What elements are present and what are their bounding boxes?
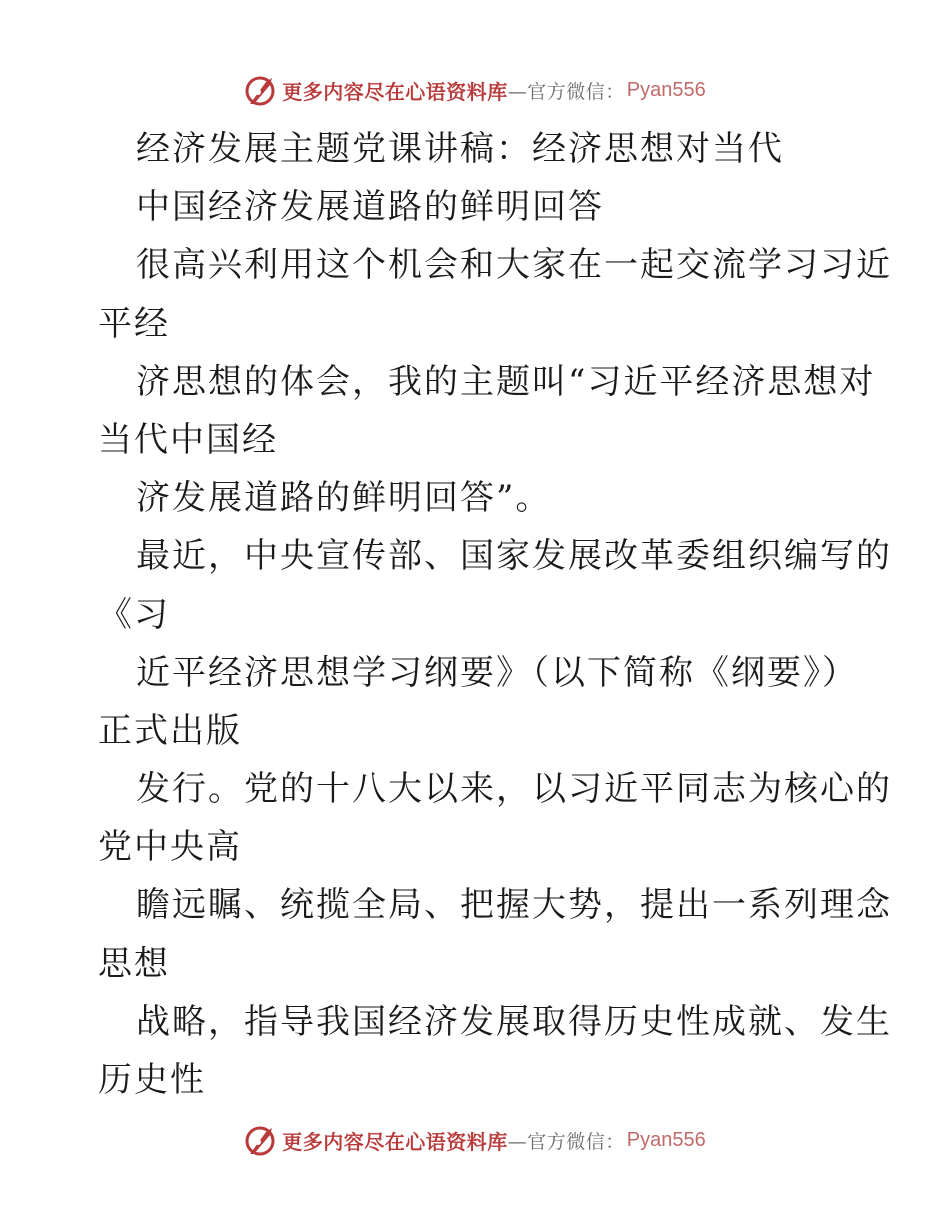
text-line: 历史性 xyxy=(98,1060,206,1100)
banner-main-text: 更多内容尽在心语资料库 xyxy=(282,1129,508,1154)
banner-handle-text: Pyan556 xyxy=(626,78,706,101)
pen-logo-icon xyxy=(244,1124,276,1156)
banner-handle-text: Pyan556 xyxy=(626,1128,706,1151)
pen-logo-icon xyxy=(244,74,276,106)
text-line: 《习 xyxy=(98,594,170,635)
text-line: 发行。党的十八大以来，以习近平同志为核心的 xyxy=(136,769,892,810)
banner-sub-text: —官方微信： xyxy=(507,1130,625,1153)
text-line: 思想 xyxy=(98,943,170,984)
footer-banner xyxy=(0,1120,950,1160)
text-line: 近平经济思想学习纲要》（以下简称《纲要》） xyxy=(136,652,858,693)
banner-main-text: 更多内容尽在心语资料库 xyxy=(282,79,508,104)
text-line: 中国经济发展道路的鲜明回答 xyxy=(136,187,604,228)
text-line: 最近，中央宣传部、国家发展改革委组织编写的 xyxy=(136,536,892,577)
text-line: 瞻远瞩、统揽全局、把握大势，提出一系列理念 xyxy=(136,885,892,926)
text-line: 平经 xyxy=(98,303,170,344)
text-line: 经济发展主题党课讲稿：经济思想对当代 xyxy=(136,129,784,169)
text-line: 党中央高 xyxy=(98,827,242,868)
text-line: 正式出版 xyxy=(98,710,242,751)
header-banner xyxy=(0,70,950,110)
text-line: 很高兴利用这个机会和大家在一起交流学习习近 xyxy=(136,245,892,286)
text-line: 战略，指导我国经济发展取得历史性成就、发生 xyxy=(136,1001,892,1042)
text-line: 济思想的体会，我的主题叫“习近平经济思想对 xyxy=(136,361,876,402)
document-body xyxy=(98,120,892,1109)
text-line: 济发展道路的鲜明回答”。 xyxy=(136,478,552,519)
banner-sub-text: —官方微信： xyxy=(507,80,625,103)
text-line: 当代中国经 xyxy=(98,419,278,460)
